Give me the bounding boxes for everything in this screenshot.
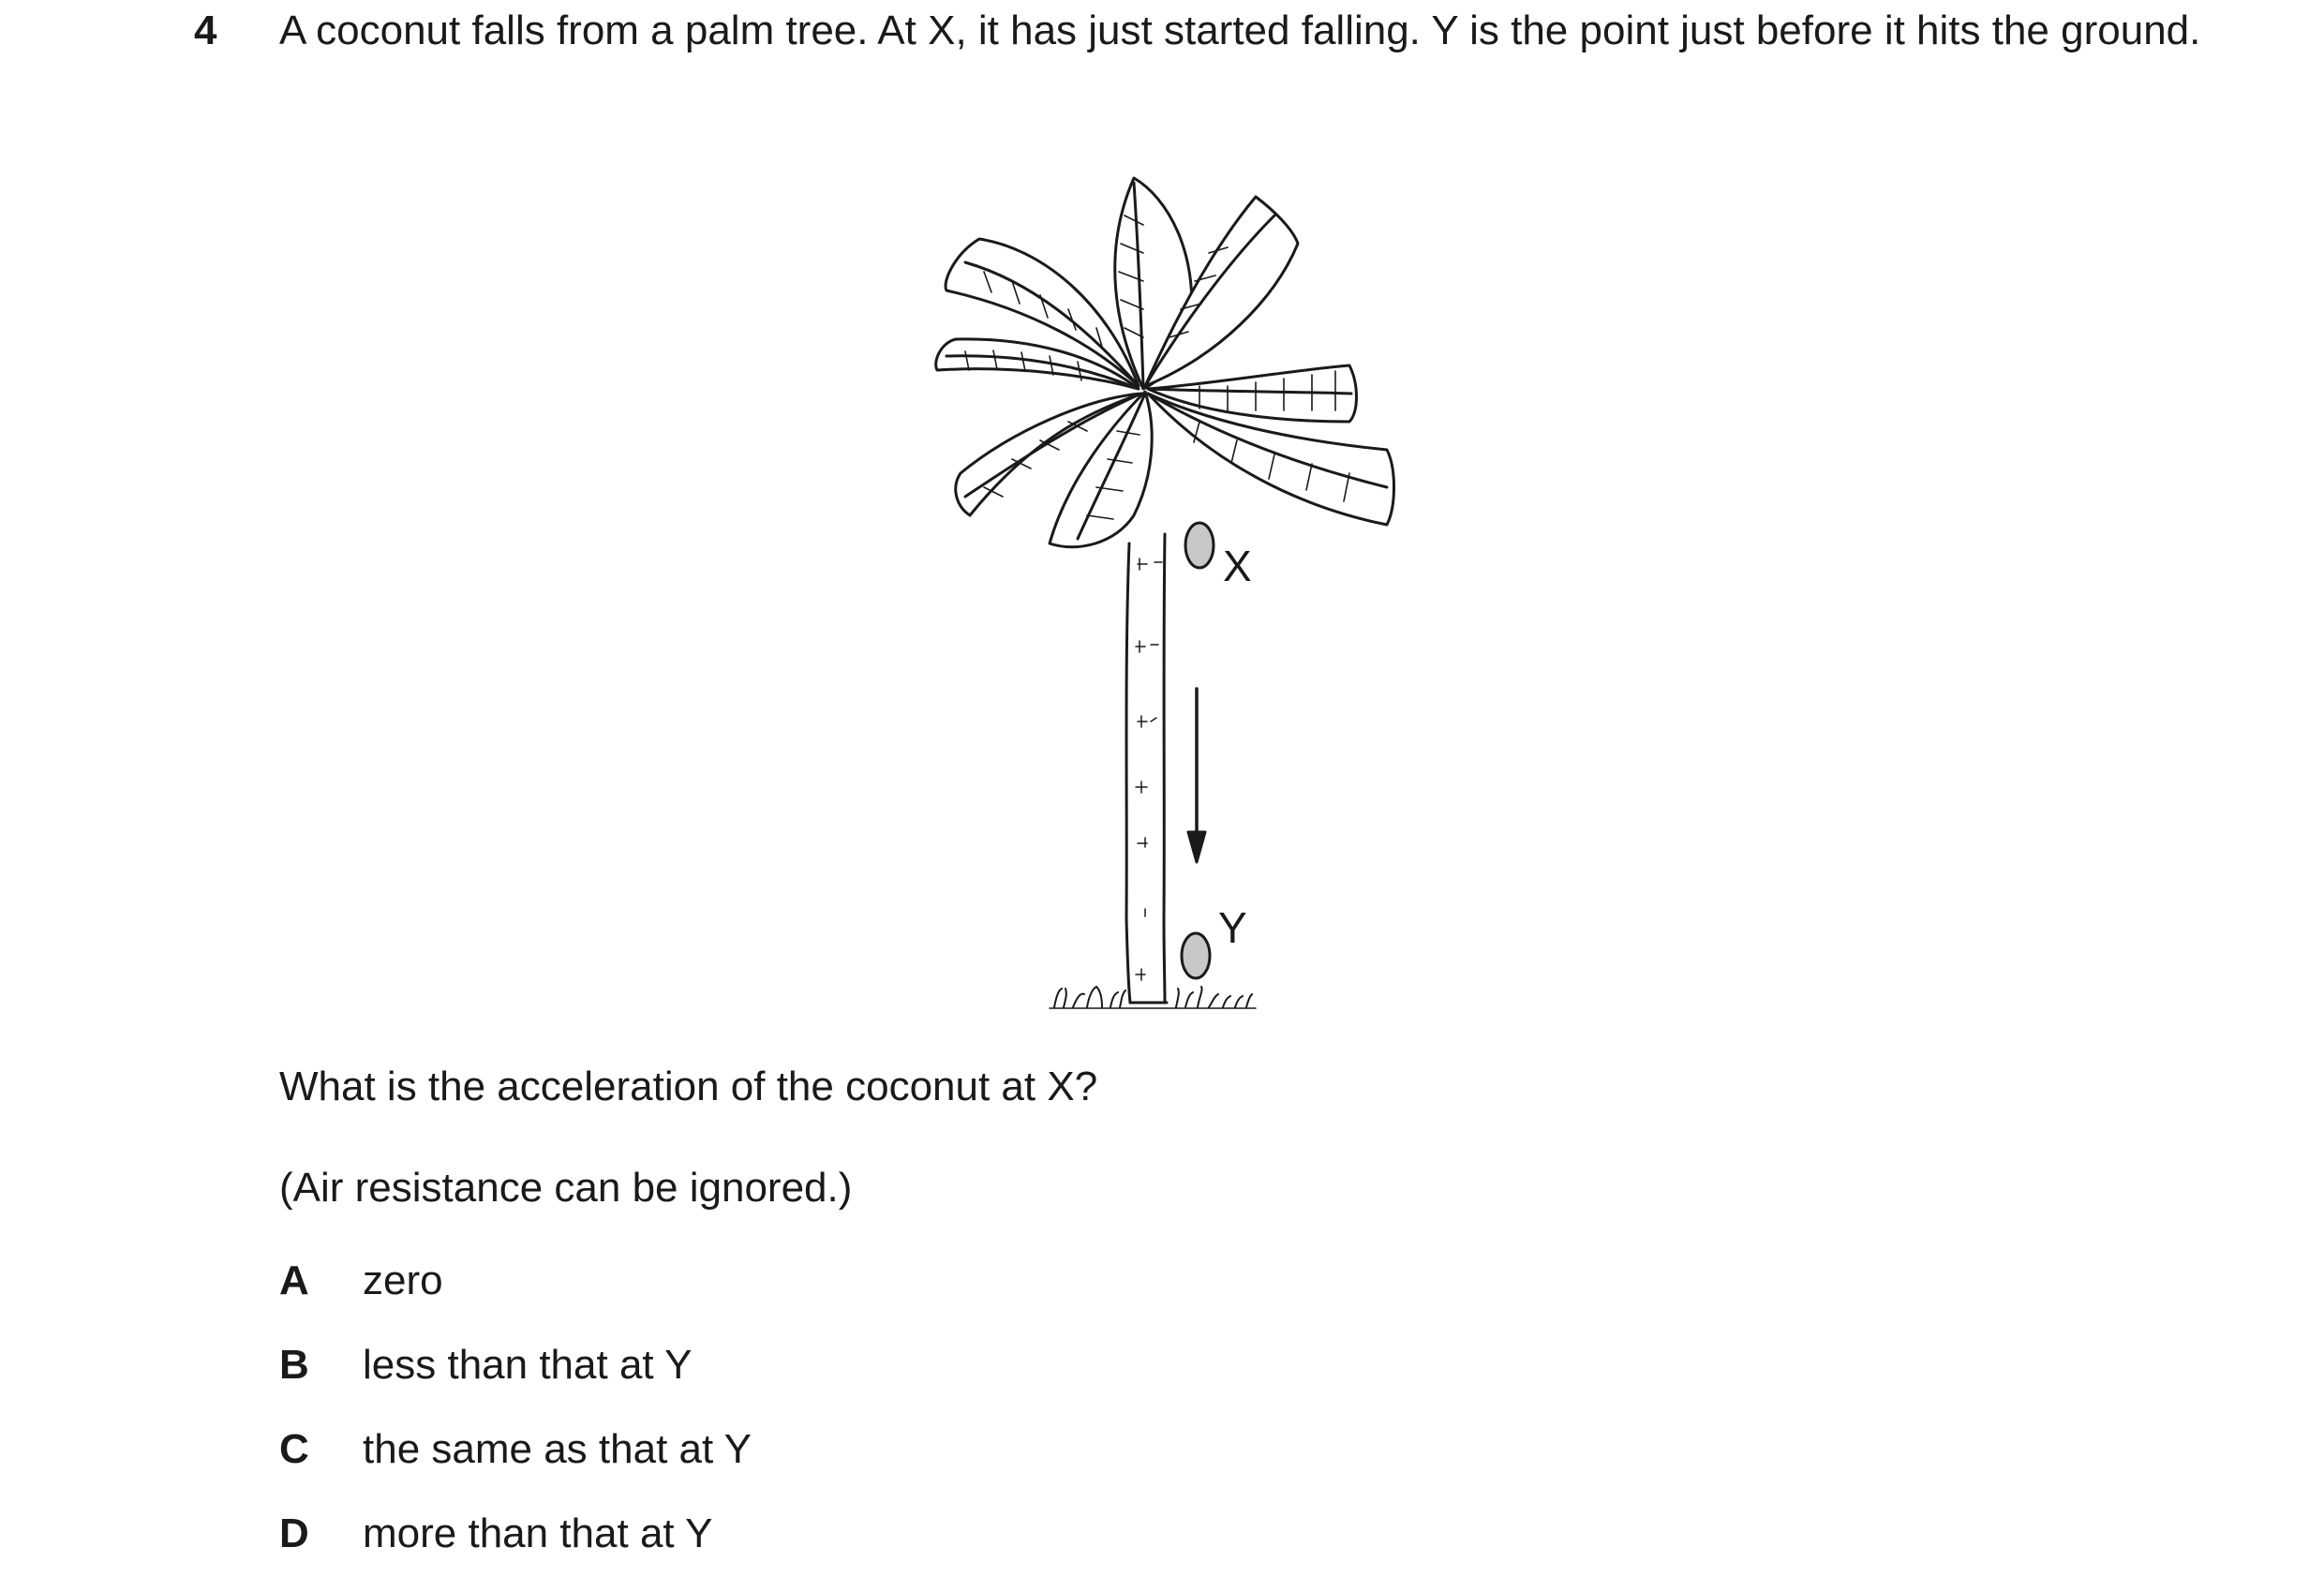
label-y: Y — [1218, 903, 1247, 952]
option-text: less than that at Y — [363, 1342, 693, 1388]
palm-tree-illustration — [900, 141, 1462, 1031]
option-letter: D — [279, 1510, 309, 1556]
coconut-x — [1185, 523, 1214, 568]
label-x: X — [1223, 542, 1252, 590]
option-text: more than that at Y — [363, 1510, 713, 1556]
question-stem: A coconut falls from a palm tree. At X, it has just started falling. Y is the point just before it hits the ground. — [279, 7, 2201, 53]
option-text: zero — [363, 1257, 443, 1303]
option-letter: B — [279, 1342, 309, 1388]
palm-trunk — [1126, 534, 1167, 1003]
falling-direction-arrow — [1188, 689, 1205, 862]
palm-tree-figure — [900, 141, 1462, 1031]
ground-grass — [1050, 987, 1256, 1008]
palm-fronds — [936, 178, 1394, 547]
option-letter: A — [279, 1257, 309, 1303]
coconut-y — [1182, 933, 1210, 978]
question-number: 4 — [194, 7, 217, 53]
question-prompt: What is the acceleration of the coconut at X? — [279, 1064, 1098, 1109]
option-text: the same as that at Y — [363, 1426, 752, 1472]
question-note: (Air resistance can be ignored.) — [279, 1165, 853, 1211]
option-letter: C — [279, 1426, 309, 1472]
